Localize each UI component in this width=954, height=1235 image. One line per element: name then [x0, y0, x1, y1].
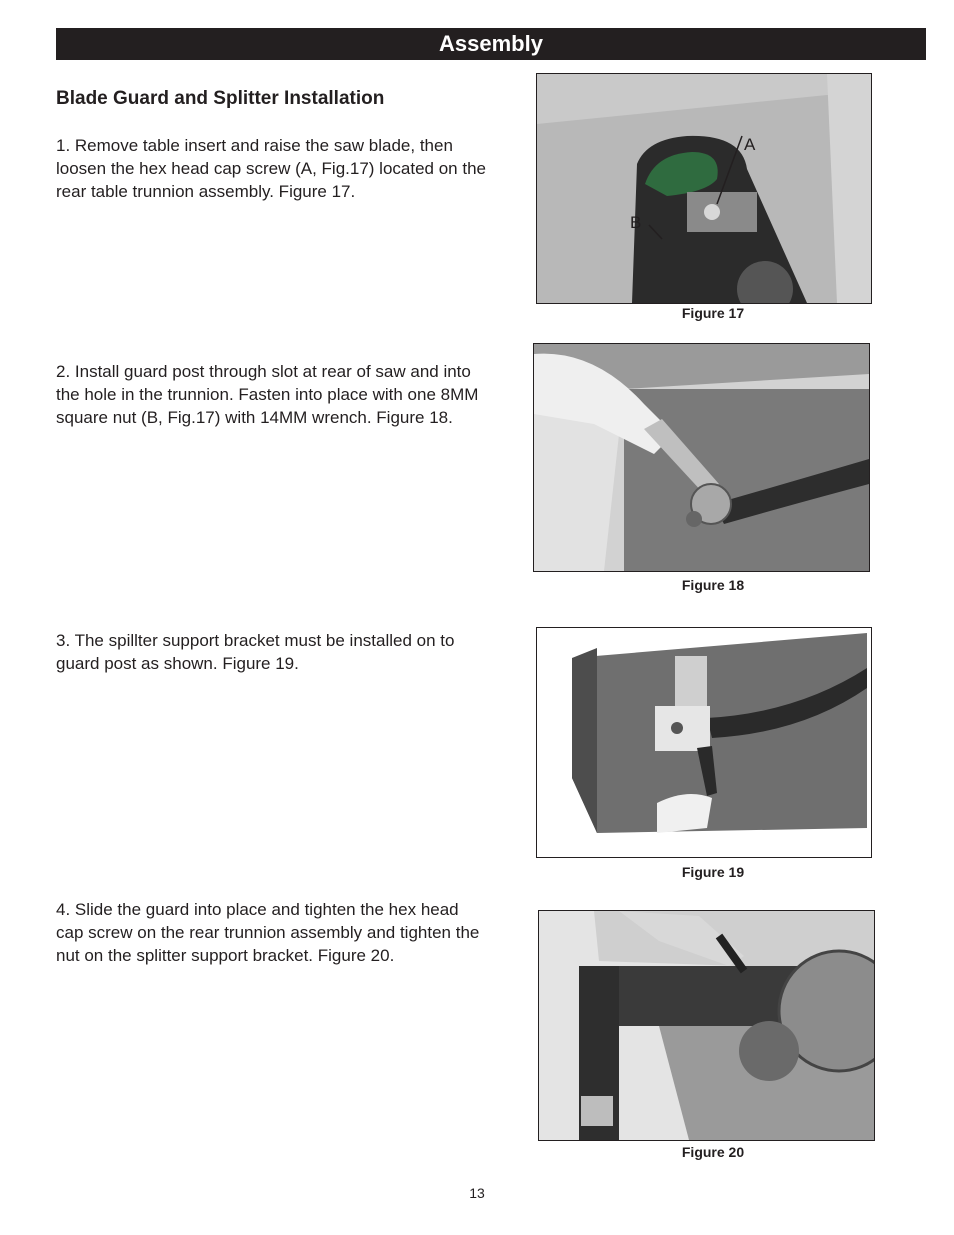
- step-1-text: 1. Remove table insert and raise the saw blade, then loosen the hex head cap screw (A, Fig.17) located on the rear table trunnion assembly. Figure 17.: [56, 136, 486, 201]
- section-banner: Assembly: [56, 28, 926, 60]
- step-4-text: 4. Slide the guard into place and tighten the hex head cap screw on the rear trunnion assembly and tighten the nut on the splitter support bracket. Figure 20.: [56, 900, 480, 965]
- step-3-text: 3. The spillter support bracket must be installed on to guard post as shown. Figure 19.: [56, 631, 455, 673]
- callout-a-label: A: [744, 135, 756, 154]
- section-heading: Blade Guard and Splitter Installation: [56, 88, 385, 109]
- step-2-text: 2. Install guard post through slot at rear of saw and into the hole in the trunnion. Fasten into place with one 8MM square nut (B, Fig.17) with 14MM wrench. Figure 18.: [56, 362, 479, 427]
- figure-20-caption: Figure 20: [681, 1144, 745, 1160]
- figure-19-image: [536, 627, 872, 858]
- figure-17-image: [536, 73, 872, 304]
- figure-18-caption: Figure 18: [681, 577, 745, 593]
- figure-17-caption: Figure 17: [681, 305, 745, 321]
- figure-20-image: [538, 910, 875, 1141]
- figure-19-caption: Figure 19: [681, 864, 745, 880]
- page-number: 13: [469, 1185, 485, 1201]
- callout-b-label: B: [630, 213, 642, 232]
- figure-18-image: [533, 343, 870, 572]
